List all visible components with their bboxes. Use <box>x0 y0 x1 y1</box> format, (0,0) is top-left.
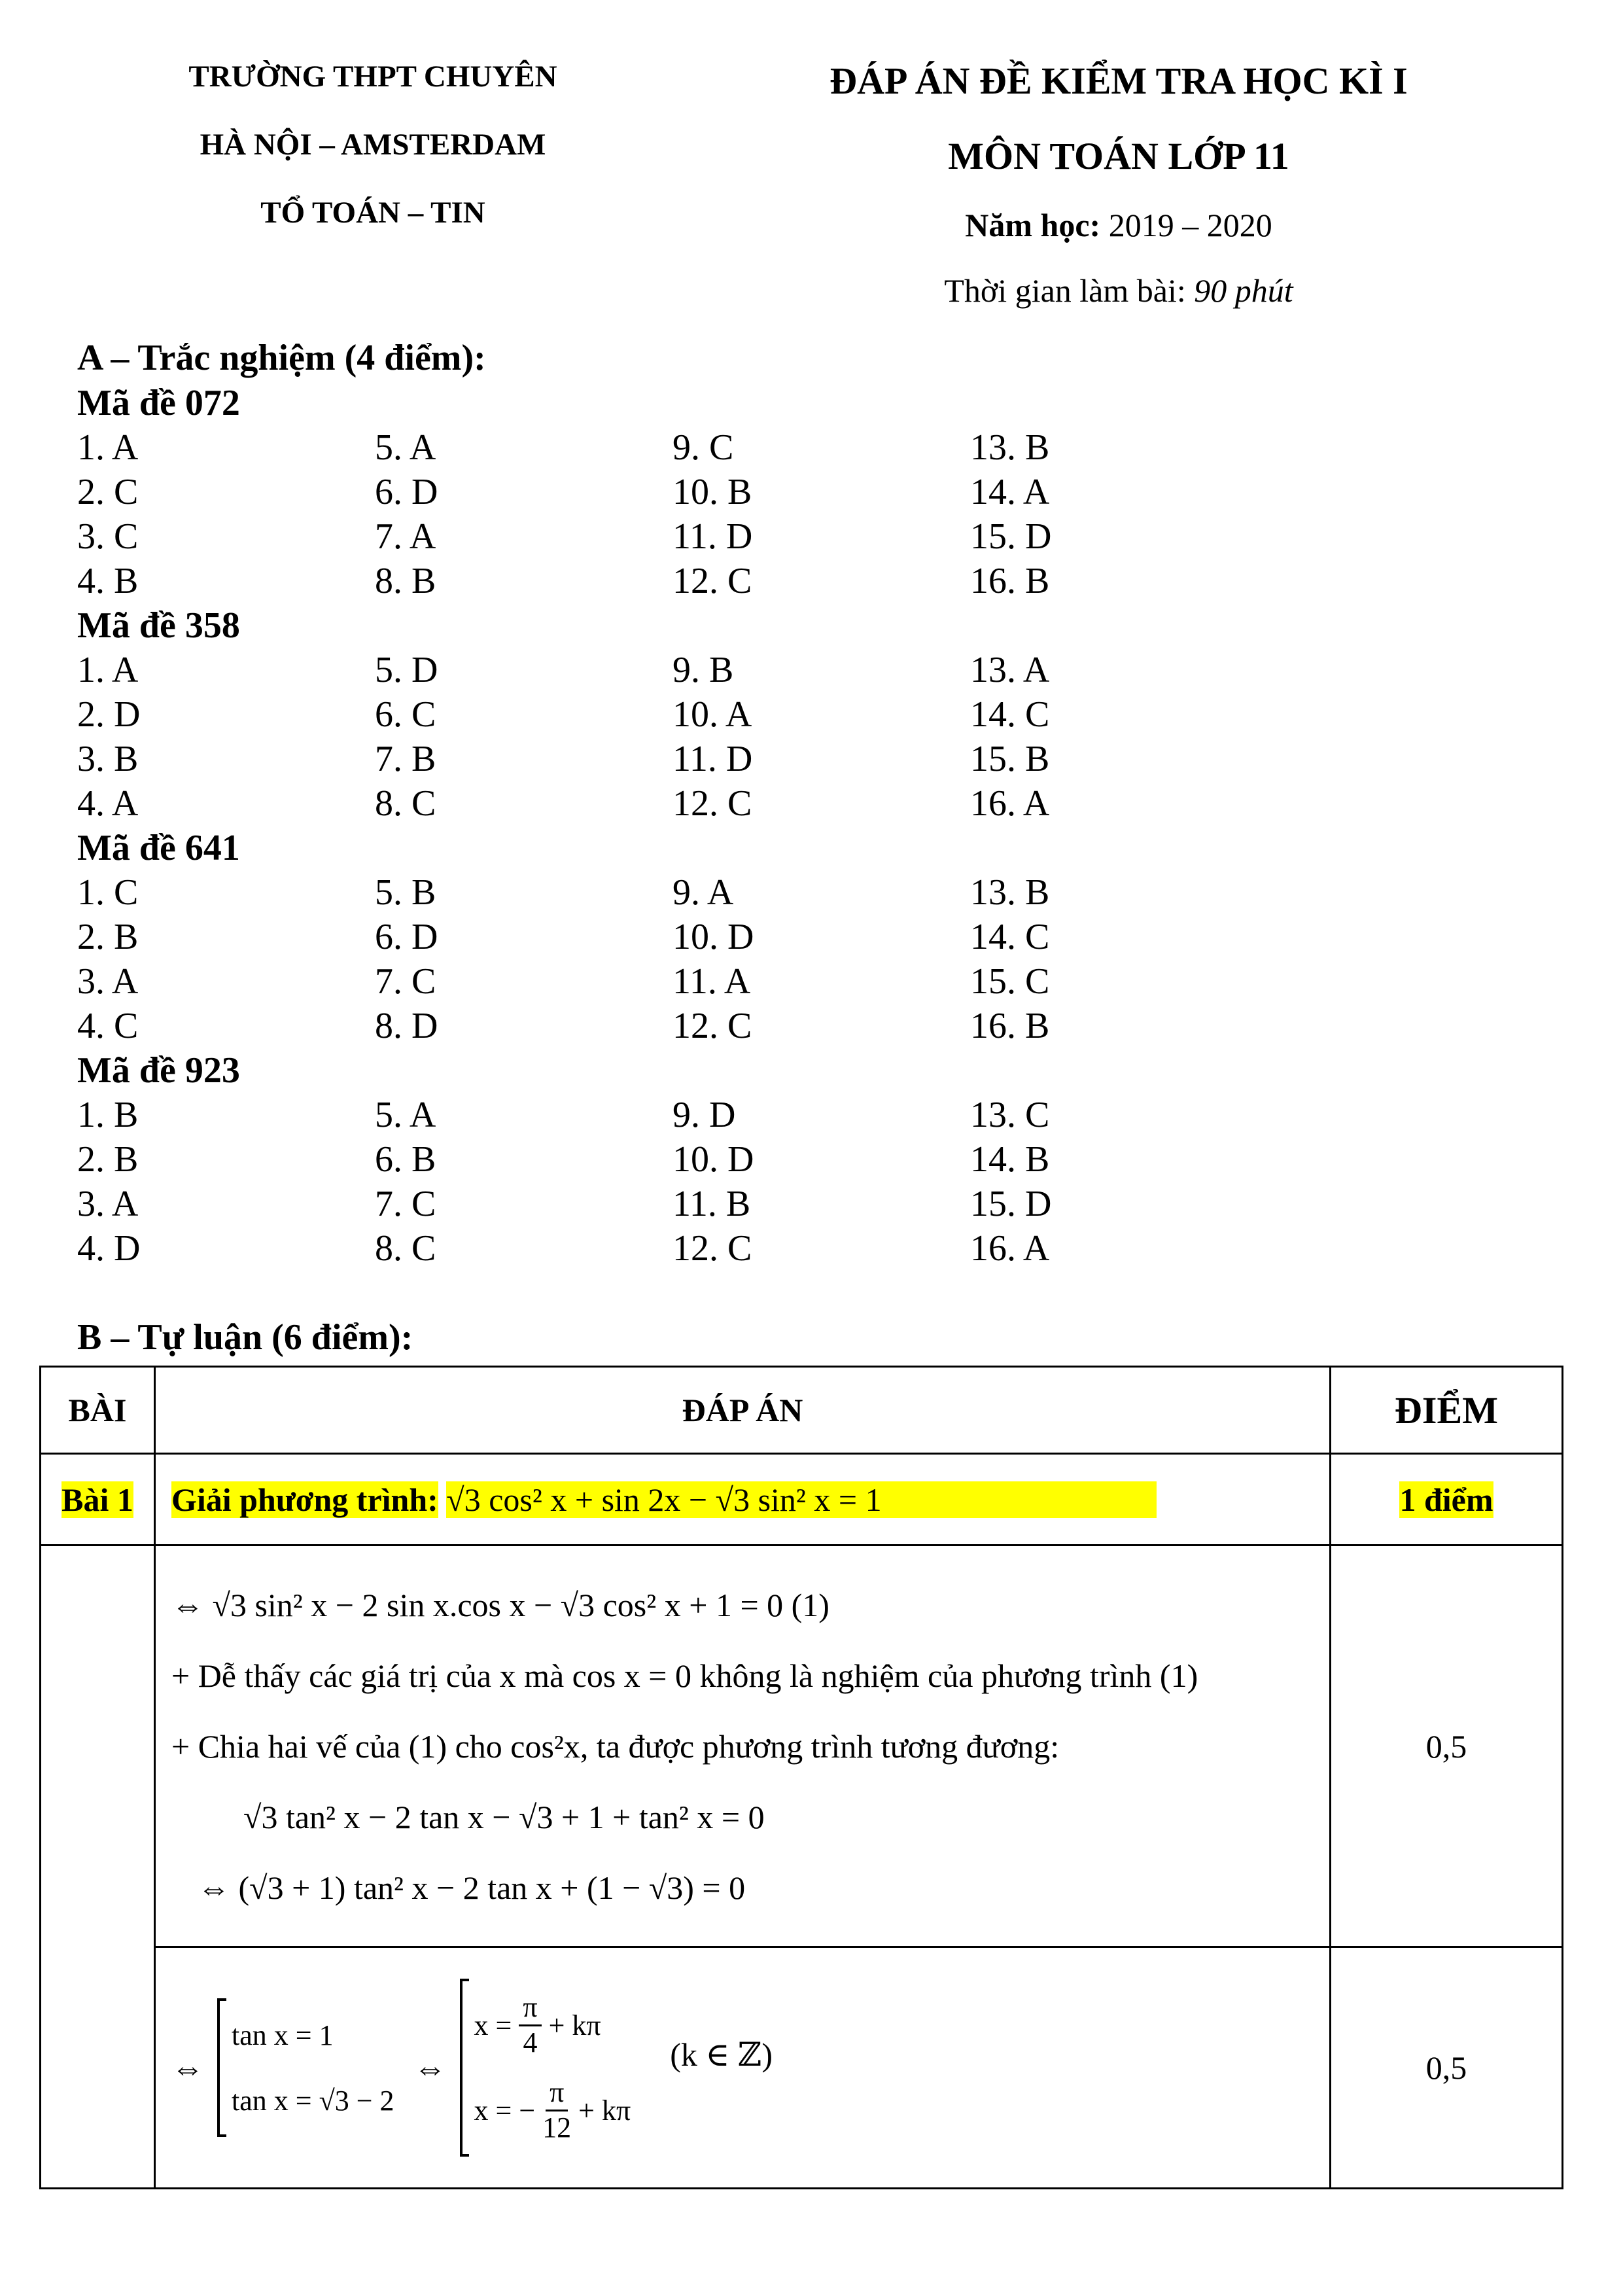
answer-key-block <box>77 381 1268 603</box>
exam-duration-label: Thời gian làm bài: <box>944 272 1186 309</box>
essay-answer-table <box>39 1366 1563 2189</box>
answer-item: 8. B <box>375 561 436 601</box>
school-year-value: 2019 – 2020 <box>1108 207 1272 243</box>
answer-item: 3. A <box>77 961 139 1002</box>
exam-duration-value: 90 phút <box>1194 272 1293 309</box>
system-row: tan x = √3 − 2 <box>232 2084 394 2117</box>
equivalence-arrow: ⇔ <box>413 2049 447 2086</box>
system-row: tan x = 1 <box>232 2019 334 2051</box>
solution-rhs: + kπ <box>578 2094 631 2127</box>
answer-grid <box>77 1093 1268 1271</box>
answer-item: 1. B <box>77 1095 139 1135</box>
answer-item: 3. C <box>77 516 139 557</box>
answer-item: 5. A <box>375 1095 436 1135</box>
school-name-line1: TRƯỜNG THPT CHUYÊN <box>188 60 557 94</box>
numerator: π <box>519 1991 541 2026</box>
step-1-score-cell <box>1331 1545 1563 1947</box>
answer-item: 12. C <box>672 783 752 824</box>
problem-points-cell <box>1331 1454 1563 1545</box>
answer-item: 15. D <box>970 1184 1052 1224</box>
tan-system <box>217 1998 394 2137</box>
solution-step-row <box>41 1947 1563 2189</box>
answer-item: 2. D <box>77 694 141 735</box>
answer-item: 2. B <box>77 1139 139 1180</box>
answer-item: 16. B <box>970 1006 1050 1046</box>
solution-row <box>474 1983 631 2068</box>
answer-item: 10. D <box>672 1139 754 1180</box>
answer-grid <box>77 648 1268 826</box>
answer-item: 9. C <box>672 427 734 468</box>
solution-lhs: x = <box>474 2009 512 2041</box>
exam-code-label: Mã đề 641 <box>77 828 240 868</box>
answer-item: 12. C <box>672 561 752 601</box>
integer-domain: (k ∈ ℤ) <box>670 2036 773 2073</box>
answer-item: 12. C <box>672 1228 752 1269</box>
step-2-score: 0,5 <box>1425 2049 1467 2086</box>
exam-header <box>759 59 1478 309</box>
problem-points: 1 điểm <box>1399 1481 1493 1518</box>
answer-item: 16. A <box>970 783 1050 824</box>
answer-grid <box>77 425 1268 603</box>
solution-step-row <box>41 1545 1563 1947</box>
step-2-score-cell <box>1331 1947 1563 2189</box>
school-header <box>105 59 641 263</box>
problem-statement-cell <box>155 1454 1331 1545</box>
answer-item: 13. B <box>970 427 1050 468</box>
answer-item: 8. D <box>375 1006 438 1046</box>
explanation-line: + Dễ thấy các giá trị của x mà cos x = 0 không là nghiệm của phương trình (1) <box>171 1657 1198 1694</box>
answer-item: 15. B <box>970 739 1050 779</box>
exam-duration <box>759 272 1478 309</box>
problem-row <box>41 1454 1563 1545</box>
header-bai: BÀI <box>41 1367 155 1454</box>
school-year <box>759 206 1478 272</box>
exam-code-label: Mã đề 923 <box>77 1050 240 1091</box>
answer-key-block <box>77 826 1268 1048</box>
solution-set <box>460 1979 631 2157</box>
answer-item: 6. B <box>375 1139 436 1180</box>
answer-item: 13. B <box>970 872 1050 913</box>
answer-item: 2. B <box>77 917 139 957</box>
denominator: 4 <box>523 2026 538 2058</box>
answer-item: 14. A <box>970 472 1050 512</box>
answer-item: 6. D <box>375 472 438 512</box>
answer-item: 11. D <box>672 739 753 779</box>
answer-item: 15. C <box>970 961 1050 1002</box>
answer-item: 15. D <box>970 516 1052 557</box>
answer-item: 9. A <box>672 872 734 913</box>
answer-key-block <box>77 1048 1268 1271</box>
denominator: 12 <box>542 2111 572 2144</box>
answer-item: 14. B <box>970 1139 1050 1180</box>
answer-item: 3. A <box>77 1184 139 1224</box>
answer-item: 7. A <box>375 516 436 557</box>
answer-keys <box>77 381 1268 1271</box>
answer-key-block <box>77 603 1268 826</box>
fraction <box>519 1991 541 2059</box>
problem-label: Bài 1 <box>61 1481 133 1518</box>
answer-item: 9. D <box>672 1095 736 1135</box>
problem-equation: √3 cos² x + sin 2x − √3 sin² x = 1 <box>446 1481 1156 1518</box>
answer-item: 1. A <box>77 650 139 690</box>
step-1-score: 0,5 <box>1425 1727 1467 1765</box>
answer-item: 5. B <box>375 872 436 913</box>
answer-item: 9. B <box>672 650 734 690</box>
table-header-row <box>41 1367 1563 1454</box>
answer-item: 4. B <box>77 561 139 601</box>
answer-item: 3. B <box>77 739 139 779</box>
answer-item: 1. A <box>77 427 139 468</box>
equation-line: √3 tan² x − 2 tan x − √3 + 1 + tan² x = 0 <box>243 1798 765 1835</box>
problem-prompt: Giải phương trình: <box>171 1481 438 1518</box>
answer-item: 14. C <box>970 917 1050 957</box>
exam-code-label: Mã đề 072 <box>77 383 240 423</box>
answer-item: 4. A <box>77 783 139 824</box>
solution-rhs: + kπ <box>548 2009 601 2041</box>
exam-code-label: Mã đề 358 <box>77 605 240 646</box>
answer-item: 10. B <box>672 472 752 512</box>
answer-item: 11. A <box>672 961 751 1002</box>
answer-item: 8. C <box>375 1228 436 1269</box>
answer-item: 8. C <box>375 783 436 824</box>
answer-item: 10. A <box>672 694 752 735</box>
solution-step-1 <box>155 1545 1331 1947</box>
answer-grid <box>77 870 1268 1048</box>
explanation-line: + Chia hai vế của (1) cho cos²x, ta được phương trình tương đương: <box>171 1727 1060 1765</box>
answer-item: 7. B <box>375 739 436 779</box>
solution-lhs: x = − <box>474 2094 536 2127</box>
answer-item: 6. D <box>375 917 438 957</box>
answer-item: 1. C <box>77 872 139 913</box>
equivalence-arrow: ⇔ <box>171 2049 204 2086</box>
answer-item: 13. A <box>970 650 1050 690</box>
answer-item: 16. B <box>970 561 1050 601</box>
answer-item: 6. C <box>375 694 436 735</box>
answer-item: 5. D <box>375 650 438 690</box>
header-diem: ĐIỂM <box>1331 1367 1563 1454</box>
school-year-label: Năm học: <box>965 207 1101 243</box>
answer-item: 11. B <box>672 1184 751 1224</box>
solution-system <box>171 1979 1314 2157</box>
solution-step-2 <box>155 1947 1331 2189</box>
answer-item: 7. C <box>375 1184 436 1224</box>
equation-line: ⇔ √3 sin² x − 2 sin x.cos x − √3 cos² x + 1 = 0 (1) <box>171 1586 829 1623</box>
answer-item: 14. C <box>970 694 1050 735</box>
fraction <box>542 2076 571 2144</box>
equation-line: ⇔ (√3 + 1) tan² x − 2 tan x + (1 − √3) = 0 <box>198 1869 746 1906</box>
answer-item: 11. D <box>672 516 753 557</box>
answer-item: 2. C <box>77 472 139 512</box>
answer-item: 4. D <box>77 1228 141 1269</box>
numerator: π <box>546 2076 568 2111</box>
header-dap-an: ĐÁP ÁN <box>155 1367 1331 1454</box>
answer-item: 16. A <box>970 1228 1050 1269</box>
answer-item: 7. C <box>375 961 436 1002</box>
answer-item: 13. C <box>970 1095 1050 1135</box>
section-a-heading: A – Trắc nghiệm (4 điểm): <box>77 338 486 378</box>
section-b-heading: B – Tự luận (6 điểm): <box>77 1317 413 1358</box>
solution-row <box>474 2068 631 2153</box>
answer-item: 12. C <box>672 1006 752 1046</box>
school-name-line2: HÀ NỘI – AMSTERDAM <box>200 128 546 162</box>
answer-item: 5. A <box>375 427 436 468</box>
empty-cell <box>41 1545 155 2189</box>
answer-item: 10. D <box>672 917 754 957</box>
problem-label-cell <box>41 1454 155 1545</box>
answer-item: 4. C <box>77 1006 139 1046</box>
document-title: ĐÁP ÁN ĐỀ KIỂM TRA HỌC KÌ I <box>829 60 1408 102</box>
subject-title: MÔN TOÁN LỚP 11 <box>948 135 1289 177</box>
department-name: TỔ TOÁN – TIN <box>260 196 485 230</box>
